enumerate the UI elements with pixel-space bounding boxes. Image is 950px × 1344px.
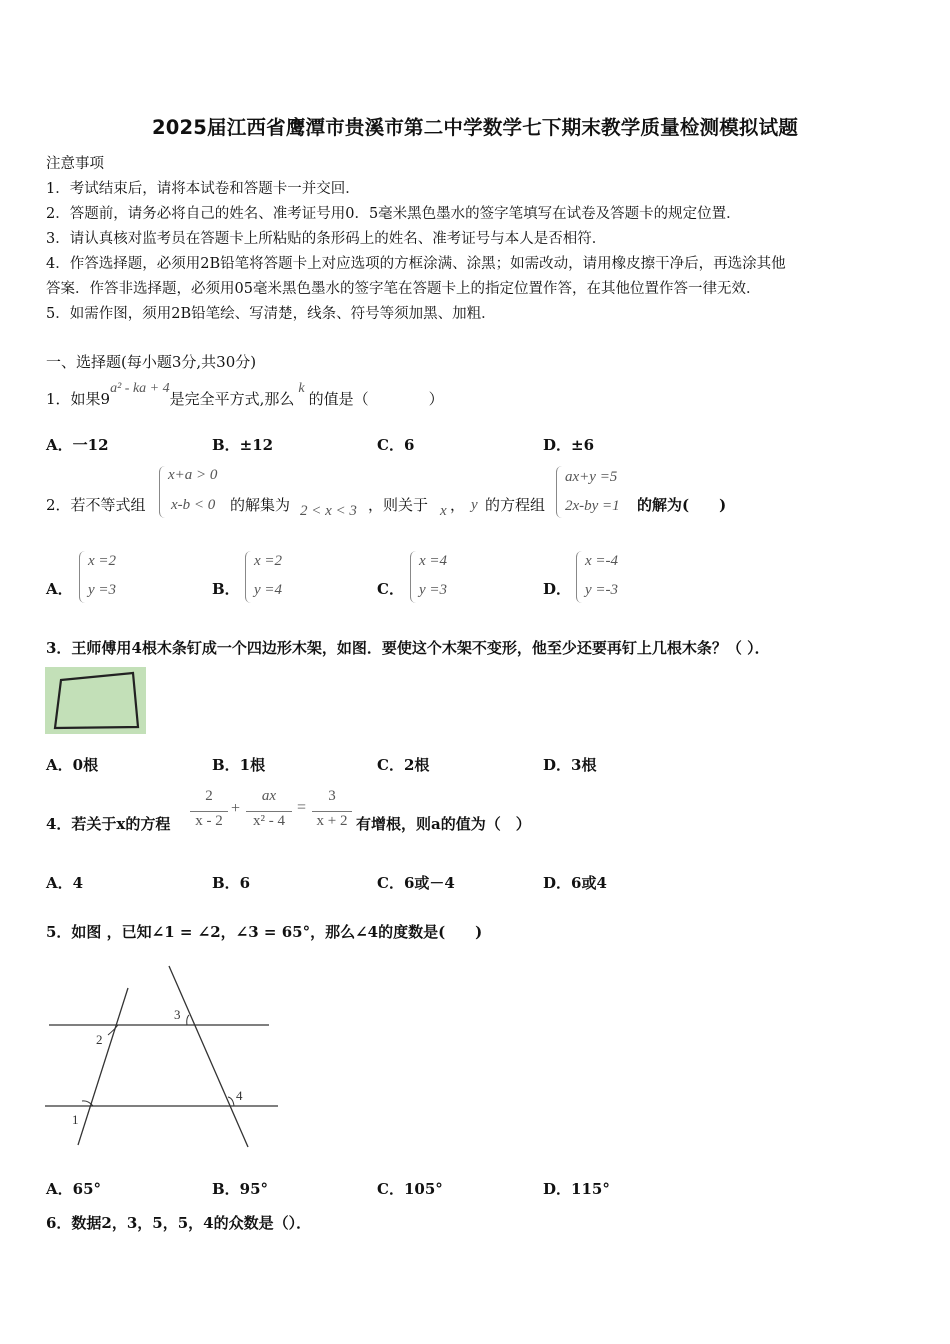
q2-option-a-line2: y =3	[88, 582, 117, 598]
notice-item: 1．考试结束后，请将本试卷和答题卡一并交回．	[46, 181, 360, 197]
q1-expression: a² - ka + 4	[110, 381, 170, 396]
quadrilateral-figure	[45, 667, 146, 734]
transversal-left	[78, 988, 128, 1145]
q2-option-b-line2: y =4	[254, 582, 283, 598]
q2-pre: 2．若不等式组	[46, 496, 146, 514]
q4-frac3-num: 3	[328, 788, 336, 804]
notice-item: 2．答题前，请务必将自己的姓名、准考证号用0．5毫米黑色墨水的签字笔填写在试卷及答题卡的规定位置．	[46, 206, 741, 222]
q2-var-x: x	[440, 503, 447, 519]
brace	[159, 466, 166, 518]
q5-option-c[interactable]: C．105°	[377, 1180, 443, 1198]
q1-pre: 1．如果9	[46, 390, 111, 408]
q4-frac3-den: x + 2	[316, 813, 348, 829]
q2-sys1-line1: x+a > 0	[168, 467, 218, 483]
q1-option-d[interactable]: D．±6	[543, 436, 595, 454]
q2-option-c-line1: x =4	[419, 553, 448, 569]
q3-option-c[interactable]: C．2根	[377, 756, 430, 774]
angle-label-4: 4	[236, 1088, 243, 1103]
fraction-line	[190, 811, 228, 812]
q1-var: k	[298, 381, 305, 396]
section-heading: 一、选择题(每小题3分,共30分)	[46, 353, 257, 371]
brace	[410, 551, 417, 603]
q5-option-a[interactable]: A．65°	[46, 1180, 102, 1198]
q2-mid: 的解集为	[230, 496, 291, 514]
q3-option-b[interactable]: B．1根	[212, 756, 266, 774]
q1-post: 的值是（ ）	[308, 390, 444, 408]
q1-option-c[interactable]: C．6	[377, 436, 415, 454]
q2-option-a-line1: x =2	[88, 553, 117, 569]
parallel-lines-figure	[40, 960, 285, 1152]
q5-option-b[interactable]: B．95°	[212, 1180, 269, 1198]
q1-mid: 是完全平方式,那么	[169, 390, 295, 408]
brace	[245, 551, 252, 603]
q2-sys1-line2: x-b < 0	[171, 497, 216, 513]
notice-item: 5．如需作图，须用2B铅笔绘、写清楚，线条、符号等须加黑、加粗．	[46, 306, 496, 322]
notice-heading: 注意事项	[46, 156, 104, 172]
question-6: 6．数据2，3，5，5，4的众数是（）．	[46, 1214, 312, 1232]
question-3: 3．王师傅用4根木条钉成一个四边形木架，如图．要使这个木架不变形，他至少还要再钉上几根木条？（ ）．	[46, 639, 770, 657]
q2-mid2: ，则关于	[368, 496, 429, 514]
q2-option-a[interactable]: A．	[46, 580, 73, 598]
q4-equals: =	[297, 799, 307, 816]
transversal-right	[169, 966, 248, 1147]
brace	[576, 551, 583, 603]
q4-pre: 4．若关于x的方程	[46, 815, 171, 833]
q2-option-d-line1: x =-4	[585, 553, 619, 569]
q2-option-d[interactable]: D．	[543, 580, 572, 598]
angle-label-3: 3	[174, 1007, 181, 1022]
angle-label-1: 1	[72, 1112, 79, 1127]
q2-comma: ，	[450, 496, 466, 514]
q1-option-b[interactable]: B．±12	[212, 436, 274, 454]
angle-label-2: 2	[96, 1032, 103, 1047]
notice-item: 答案．作答非选择题，必须用05毫米黑色墨水的签字笔在答题卡上的指定位置作答，在其他位置作答一律无效．	[46, 281, 761, 297]
notice-item: 3．请认真核对监考员在答题卡上所粘贴的条形码上的姓名、准考证号与本人是否相符．	[46, 231, 607, 247]
q5-option-d[interactable]: D．115°	[543, 1180, 610, 1198]
q2-range: 2 < x < 3	[300, 503, 357, 519]
q4-post: 有增根，则a的值为（ ）	[356, 815, 531, 833]
q2-sys2-line1: ax+y =5	[565, 469, 618, 485]
q1-option-a[interactable]: A．一12	[46, 436, 109, 454]
q2-sys2-line2: 2x-by =1	[565, 498, 620, 514]
q4-plus: +	[231, 800, 241, 817]
q4-frac2-num: ax	[261, 788, 277, 804]
q2-option-c[interactable]: C．	[377, 580, 404, 598]
fraction-line	[246, 811, 292, 812]
brace	[556, 466, 563, 518]
question-5: 5．如图 ，已知∠1 = ∠2，∠3 = 65°，那么∠4的度数是( )	[46, 923, 483, 941]
q2-option-b[interactable]: B．	[212, 580, 240, 598]
q3-option-a[interactable]: A．0根	[46, 756, 99, 774]
q4-option-a[interactable]: A．4	[46, 874, 84, 892]
q2-option-d-line2: y =-3	[585, 582, 619, 598]
q2-option-c-line2: y =3	[419, 582, 448, 598]
q4-option-c[interactable]: C．6或－4	[377, 874, 455, 892]
q4-frac1-num: 2	[205, 788, 213, 804]
q4-option-d[interactable]: D．6或4	[543, 874, 607, 892]
q4-frac2-den: x² - 4	[253, 813, 285, 829]
q2-option-b-line1: x =2	[254, 553, 283, 569]
notice-item: 4．作答选择题，必须用2B铅笔将答题卡上对应选项的方框涂满、涂黑；如需改动，请用橡皮擦干净后，再选涂其他	[46, 256, 786, 272]
question-1	[46, 381, 444, 409]
brace	[79, 551, 86, 603]
fraction-line	[312, 811, 352, 812]
q2-post: 的解为( )	[637, 496, 727, 514]
q3-option-d[interactable]: D．3根	[543, 756, 597, 774]
q4-option-b[interactable]: B．6	[212, 874, 251, 892]
angle-arc-3	[187, 1015, 189, 1025]
q4-frac1-den: x - 2	[195, 813, 223, 829]
page-title: 2025届江西省鹰潭市贵溪市第二中学数学七下期末教学质量检测模拟试题	[151, 116, 799, 139]
q2-var-y: y	[471, 497, 478, 513]
q2-mid3: 的方程组	[485, 496, 546, 514]
